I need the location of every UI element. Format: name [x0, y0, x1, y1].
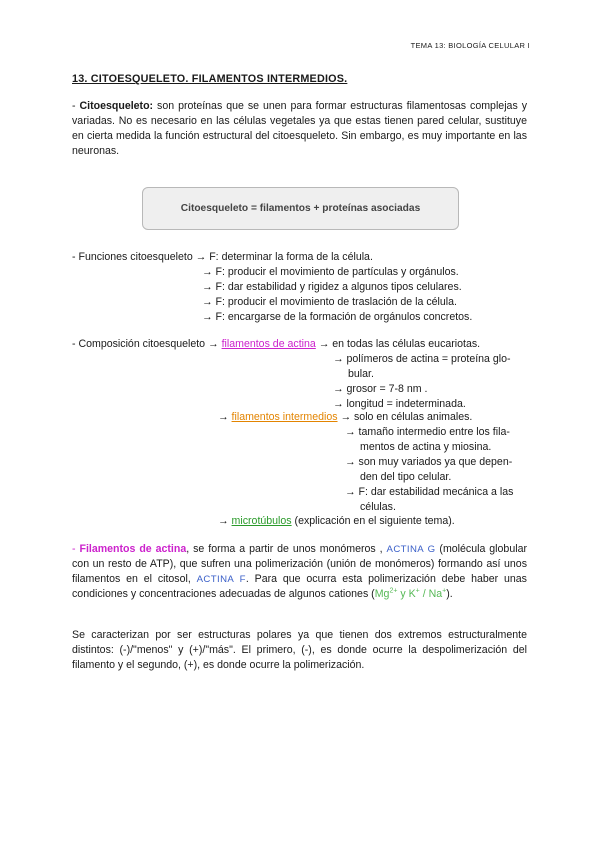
intro-term: Citoesqueleto: — [79, 100, 154, 112]
funciones-item: → F: dar estabilidad y rigidez a algunos tipos celulares. — [202, 281, 462, 293]
intermedios-item: mentos de actina y miosina. — [360, 441, 492, 453]
actina-item: → longitud = indeterminada. — [333, 398, 466, 410]
funciones-lead: - Funciones citoesqueleto → — [72, 251, 207, 263]
intermedios-arrow: → — [218, 411, 229, 423]
actina-item: → grosor = 7-8 nm . — [333, 383, 428, 395]
intermedios-first: → solo en células animales. — [337, 411, 473, 423]
filamentos-actina-paragraph — [72, 542, 527, 602]
cation-na-charge: + — [442, 587, 447, 595]
intro-text: son proteínas que se unen para formar estructuras filamentosas complejas y variadas. No es necesario en las células vegetales ya que estas tienen pared celular, sustituye en cierta medida la función estructural del citoesqueleto. Sin embargo, es muy importante en las neuronas. — [72, 100, 527, 157]
microtubulos-arrow: → — [218, 515, 229, 527]
microtubulos-line — [218, 514, 455, 529]
intermedios-item: → tamaño intermedio entre los fila- — [345, 426, 510, 438]
page-header: TEMA 13: BIOLOGÍA CELULAR I — [410, 41, 530, 50]
fa-text: . Para que ocurra esta polimerización debe haber unas condiciones y concentraciones adecuadas de algunos cationes ( — [72, 573, 527, 600]
fa-text: ). — [446, 588, 453, 600]
polaridad-paragraph: Se caracterizan por ser estructuras polares ya que tienen dos extremos estructuralmente distintos: (-)/"menos" y (+)/"más". El primero, (-), es donde ocurre la despolimerización del filamento y el segundo, (+), es donde ocurre la polimerización. — [72, 629, 527, 671]
fa-text: (molécula globular con un resto de ATP), que sufren una polimerización (unión de monómeros) formando así unos filamentos en el citosol, — [72, 543, 527, 585]
microtubulos-link[interactable]: microtúbulos — [231, 515, 292, 527]
actina-item: → polímeros de actina = proteína glo- — [333, 353, 511, 365]
funciones-item: → F: producir el movimiento de traslación de la célula. — [202, 296, 457, 308]
actina-f-term: ACTINA F — [196, 574, 246, 585]
fa-text: , se forma a partir de unos monómeros , — [186, 543, 387, 555]
cation-mg-charge: 2+ — [389, 587, 398, 595]
cation-k-charge: + — [415, 587, 420, 595]
composicion-line-1 — [72, 337, 480, 352]
intro-dash: - — [72, 100, 80, 112]
microtubulos-rest: (explicación en el siguiente tema). — [291, 515, 455, 527]
funciones-line-1 — [72, 250, 373, 265]
intermedios-line — [218, 410, 472, 425]
definition-box: Citoesqueleto = filamentos + proteínas asociadas — [142, 187, 459, 230]
intermedios-item: → F: dar estabilidad mecánica a las — [345, 486, 514, 498]
cation-na: / Na — [419, 588, 443, 600]
funciones-item: → F: encargarse de la formación de orgánulos concretos. — [202, 311, 473, 323]
filamentos-actina-link[interactable]: filamentos de actina — [221, 338, 316, 350]
actina-g-term: ACTINA G — [386, 544, 436, 555]
filamentos-intermedios-link[interactable]: filamentos intermedios — [231, 411, 338, 423]
funciones-item: → F: producir el movimiento de partículas y orgánulos. — [202, 266, 459, 278]
composicion-lead: - Composición citoesqueleto → — [72, 338, 219, 350]
page-title: 13. CITOESQUELETO. FILAMENTOS INTERMEDIOS. — [72, 73, 348, 85]
intermedios-item: → son muy variados ya que depen- — [345, 456, 513, 468]
funciones-item: F: determinar la forma de la célula. — [206, 251, 373, 263]
intro-paragraph — [72, 99, 527, 159]
fa-term: Filamentos de actina — [79, 543, 187, 555]
actina-first: → en todas las células eucariotas. — [315, 338, 481, 350]
cation-k: y K — [397, 588, 416, 600]
actina-item: bular. — [348, 368, 374, 380]
fa-dash: - — [72, 543, 80, 555]
intermedios-item: células. — [360, 501, 396, 513]
cation-mg: Mg — [374, 588, 390, 600]
intermedios-item: den del tipo celular. — [360, 471, 452, 483]
